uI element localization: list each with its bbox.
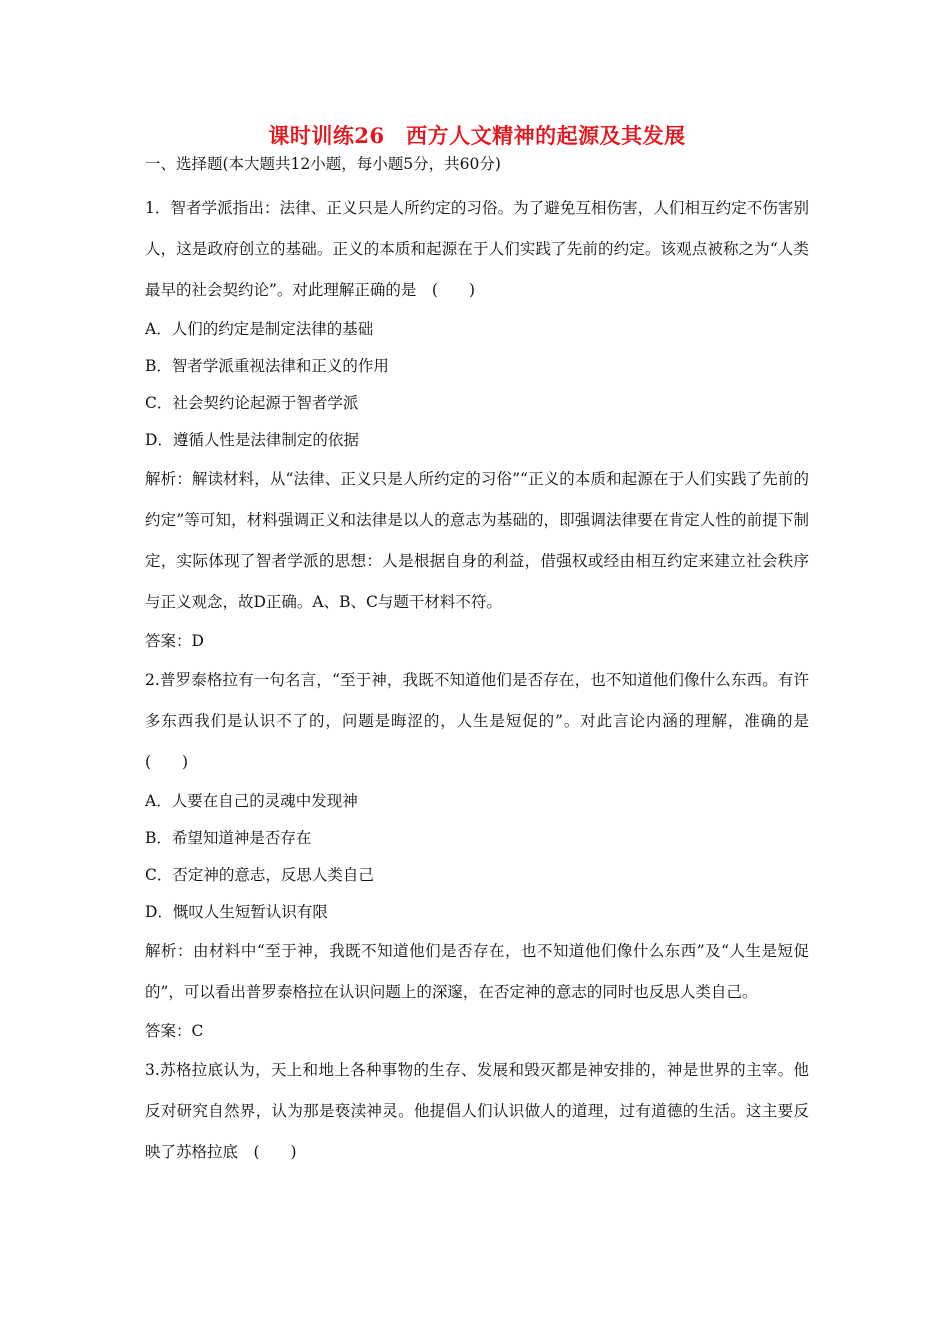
question-2-stem: 2.普罗泰格拉有一句名言，“至于神，我既不知道他们是否存在，也不知道他们像什么东西。有许多东西我们是认识不了的，问题是晦涩的，人生是短促的”。对此言论内涵的理解，准确的是 ( ) [145,671,825,771]
question-2-analysis: 解析：由材料中“至于神，我既不知道他们是否存在，也不知道他们像什么东西”及“人生是短促的”，可以看出普罗泰格拉在认识问题上的深邃，在否定神的意志的同时也反思人类自己。 [145,942,809,1001]
section-heading: 一、选择题(本大题共12小题，每小题5分，共60分) [145,155,501,173]
document-title: 课时训练26 西方人文精神的起源及其发展 [268,123,686,148]
question-1-option-d: D．遵循人性是法律制定的依据 [145,431,359,449]
question-3 [145,1050,809,1173]
question-1-analysis: 解析：解读材料，从“法律、正义只是人所约定的习俗”“正义的本质和起源在于人们实践了先前的约定”等可知，材料强调正义和法律是以人的意志为基础的，即强调法律要在肯定人性的前提下制定，实际体现了智者学派的思想：人是根据自身的利益，借强权或经由相互约定来建立社会秩序与正义观念，故D正确。A、B、C与题干材料不符。 [145,470,809,611]
question-2-option-c: C．否定神的意志，反思人类自己 [145,866,374,884]
question-2-answer: 答案：C [145,1022,204,1040]
question-1-stem: 1．智者学派指出：法律、正义只是人所约定的习俗。为了避免互相伤害，人们相互约定不伤害别人，这是政府创立的基础。正义的本质和起源在于人们实践了先前的约定。该观点被称之为“人类最早的社会契约论”。对此理解正确的是 ( ) [145,199,809,299]
question-2 [145,660,825,1050]
question-3-stem: 3.苏格拉底认为，天上和地上各种事物的生存、发展和毁灭都是神安排的，神是世界的主宰。他反对研究自然界，认为那是亵渎神灵。他提倡人们认识做人的道理，过有道德的生活。这主要反映了苏格拉底 ( ) [145,1061,809,1161]
question-1-answer: 答案：D [145,632,204,650]
question-2-option-d: D．慨叹人生短暂认识有限 [145,903,328,921]
question-2-option-a: A．人要在自己的灵魂中发现神 [145,792,358,810]
question-1 [145,188,809,660]
question-1-option-b: B．智者学派重视法律和正义的作用 [145,357,389,375]
question-1-option-c: C．社会契约论起源于智者学派 [145,394,359,412]
document-page [145,122,825,1173]
question-1-option-a: A．人们的约定是制定法律的基础 [145,320,374,338]
question-2-option-b: B．希望知道神是否存在 [145,829,312,847]
